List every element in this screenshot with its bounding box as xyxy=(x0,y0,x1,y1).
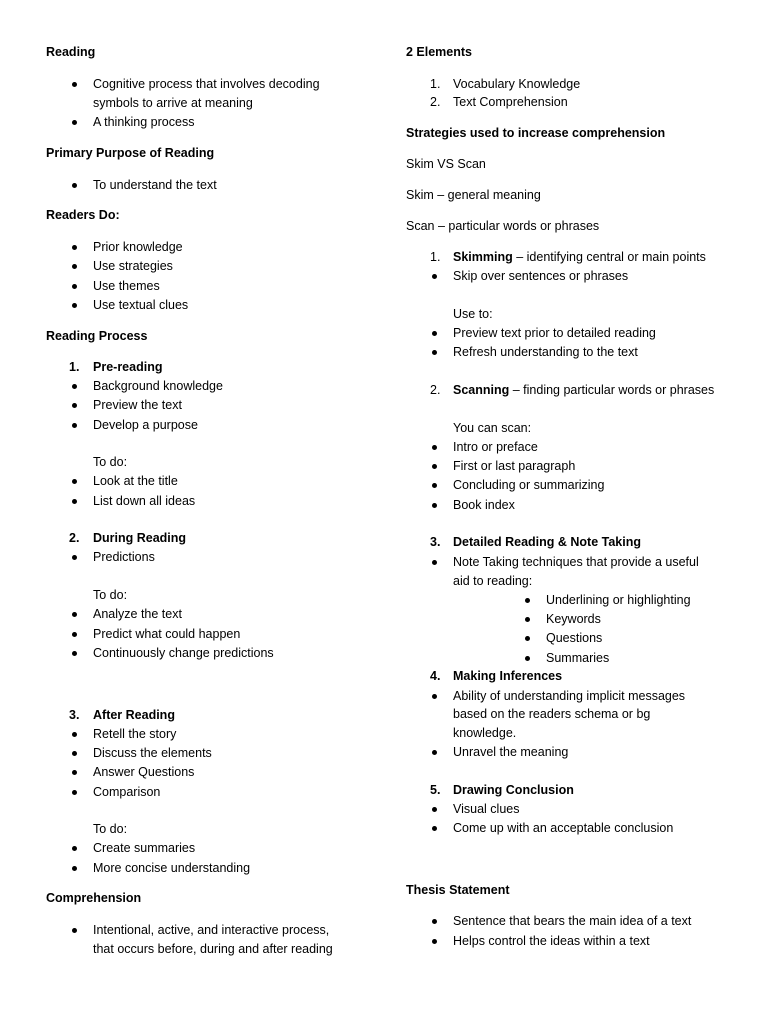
list-item: Ability of understanding implicit messages xyxy=(453,689,686,703)
todo-label: To do: xyxy=(93,455,128,469)
list-number: 1. xyxy=(430,77,441,91)
elements-heading: 2 Elements xyxy=(406,45,473,59)
comprehension-heading: Comprehension xyxy=(46,891,142,905)
list-item: Create summaries xyxy=(93,841,196,855)
strategies-heading: Strategies used to increase comprehension xyxy=(406,126,666,140)
list-number: 4. xyxy=(430,669,441,683)
strategy-line: Skim VS Scan xyxy=(406,157,486,171)
inferences-title: Making Inferences xyxy=(453,669,563,683)
pre-reading-title: Pre-reading xyxy=(93,360,163,374)
list-item: Prior knowledge xyxy=(93,240,183,254)
list-item: Use themes xyxy=(93,279,160,293)
strategy-line: Scan – particular words or phrases xyxy=(406,219,600,233)
list-item: Use textual clues xyxy=(93,298,189,312)
list-item: Note Taking techniques that provide a useful xyxy=(453,555,699,569)
list-number: 2. xyxy=(430,95,441,109)
list-number: 2. xyxy=(430,383,441,397)
list-item: Concluding or summarizing xyxy=(453,478,605,492)
list-number: 5. xyxy=(430,783,441,797)
scanning-desc: – finding particular words or phrases xyxy=(509,383,715,397)
list-item: Background knowledge xyxy=(93,379,223,393)
purpose-heading: Primary Purpose of Reading xyxy=(46,146,215,160)
list-item-continuation: symbols to arrive at meaning xyxy=(93,96,253,110)
sub-list-item: Summaries xyxy=(546,651,610,665)
scanning-title: Scanning xyxy=(453,383,510,397)
detailed-reading-title: Detailed Reading & Note Taking xyxy=(453,535,641,549)
list-number: 1. xyxy=(69,360,80,374)
list-item-continuation: that occurs before, during and after reading xyxy=(93,942,333,956)
during-reading-title: During Reading xyxy=(93,531,187,545)
use-to-label: Use to: xyxy=(453,307,493,321)
list-item: Come up with an acceptable conclusion xyxy=(453,821,674,835)
list-item: Book index xyxy=(453,498,515,512)
list-item: Predict what could happen xyxy=(93,627,241,641)
sub-list-item: Keywords xyxy=(546,612,601,626)
strategy-line: Skim – general meaning xyxy=(406,188,541,202)
readers-heading: Readers Do: xyxy=(46,208,120,222)
sub-list-item: Questions xyxy=(546,631,603,645)
list-number: 3. xyxy=(430,535,441,549)
list-item: To understand the text xyxy=(93,178,217,192)
skimming-desc: – identifying central or main points xyxy=(512,250,706,264)
list-item: Sentence that bears the main idea of a text xyxy=(453,914,692,928)
list-item-continuation: aid to reading: xyxy=(453,574,533,588)
list-item: Preview the text xyxy=(93,398,182,412)
list-item: Answer Questions xyxy=(93,765,195,779)
list-item: Predictions xyxy=(93,550,155,564)
list-item-continuation: based on the readers schema or bg xyxy=(453,707,651,721)
list-item: Analyze the text xyxy=(93,607,182,621)
list-item: Refresh understanding to the text xyxy=(453,345,638,359)
list-item-continuation: knowledge. xyxy=(453,726,517,740)
list-item: First or last paragraph xyxy=(453,459,576,473)
after-reading-title: After Reading xyxy=(93,708,175,722)
todo-label: To do: xyxy=(93,588,128,602)
list-item: Intro or preface xyxy=(453,440,538,454)
list-item: Helps control the ideas within a text xyxy=(453,934,650,948)
list-item: Develop a purpose xyxy=(93,418,198,432)
list-item: Intentional, active, and interactive process, xyxy=(93,923,330,937)
list-item: Look at the title xyxy=(93,474,178,488)
skimming-line xyxy=(453,249,706,265)
list-item: A thinking process xyxy=(93,115,195,129)
list-number: 3. xyxy=(69,708,80,722)
list-item: Vocabulary Knowledge xyxy=(453,77,581,91)
thesis-heading: Thesis Statement xyxy=(406,883,510,897)
process-heading: Reading Process xyxy=(46,329,148,343)
list-item: Use strategies xyxy=(93,259,173,273)
list-item: Comparison xyxy=(93,785,161,799)
list-item: Retell the story xyxy=(93,727,177,741)
list-item: Cognitive process that involves decoding xyxy=(93,77,320,91)
list-item: List down all ideas xyxy=(93,494,196,508)
list-item: Preview text prior to detailed reading xyxy=(453,326,656,340)
list-number: 2. xyxy=(69,531,80,545)
list-item: Continuously change predictions xyxy=(93,646,274,660)
list-number: 1. xyxy=(430,250,441,264)
scanning-line xyxy=(453,382,714,398)
skimming-title: Skimming xyxy=(453,250,513,264)
sub-list-item: Underlining or highlighting xyxy=(546,593,691,607)
list-item: More concise understanding xyxy=(93,861,251,875)
todo-label: To do: xyxy=(93,822,128,836)
list-item: Discuss the elements xyxy=(93,746,212,760)
list-item: Text Comprehension xyxy=(453,95,568,109)
reading-heading: Reading xyxy=(46,45,96,59)
list-item: Visual clues xyxy=(453,802,520,816)
list-item: Skip over sentences or phrases xyxy=(453,269,629,283)
can-scan-label: You can scan: xyxy=(453,421,532,435)
conclusion-title: Drawing Conclusion xyxy=(453,783,574,797)
list-item: Unravel the meaning xyxy=(453,745,569,759)
